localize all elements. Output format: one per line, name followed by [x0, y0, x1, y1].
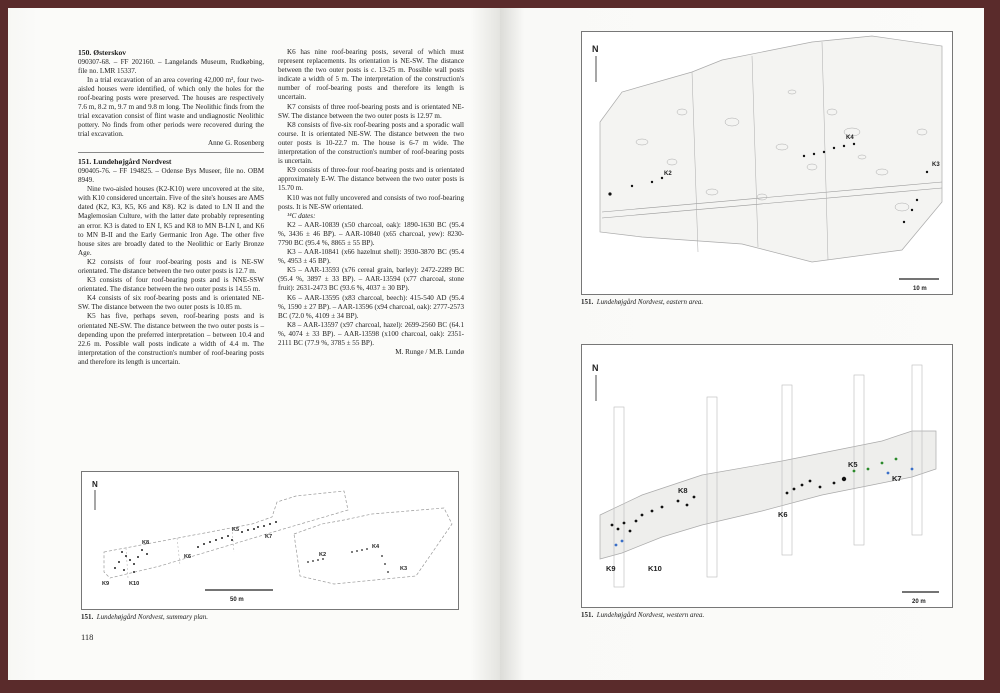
entry-151-p4: K4 consists of six roof-bearing posts and is orientated NE-SW. The distance between the two outer posts is 10.85 m.	[78, 294, 264, 312]
summary-plan-caption	[81, 613, 208, 622]
plan-label-k3: K3	[932, 162, 940, 168]
western-area-caption	[581, 611, 704, 620]
left-page	[8, 8, 500, 680]
plan-label-k2: K2	[664, 171, 672, 177]
caption-number: 151.	[581, 611, 594, 619]
north-label: N	[592, 44, 599, 54]
excavation-area	[600, 431, 936, 559]
entry-151-heading: 151. Lundehøjgård Nordvest	[78, 157, 172, 167]
entry-151-p5: K5 has five, perhaps seven, roof-bearing posts and is orientated NE-SW. The distance between the two outer posts is – depending upon the preferred interpretation – between 10.4 and 22.6 m. Possible wall posts indicate a width of 4.4 m. The interpretation of the construction's number of roof-bearing posts and therefore its length is uncertain.	[78, 312, 264, 366]
entry-151-authors: M. Runge / M.B. Lundø	[395, 348, 464, 357]
plan-label-k9: K9	[606, 564, 616, 573]
entry-150-author: Anne G. Rosenberg	[207, 139, 264, 148]
left-column-2	[278, 48, 464, 357]
eastern-area-figure	[581, 31, 953, 295]
c14-date-k3: K3 – AAR-10841 (x66 hazelnut shell): 3930-3870 BC (95.4 %, 4953 ± 45 BP).	[278, 248, 464, 266]
plan-label-k5: K5	[848, 460, 858, 469]
caption-text: Lundehøjgård Nordvest, eastern area.	[596, 298, 704, 306]
caption-text: Lundehøjgård Nordvest, summary plan.	[96, 613, 209, 621]
post-holes	[114, 521, 389, 573]
plan-label-k3: K3	[400, 566, 408, 572]
entry-150-body: In a trial excavation of an area covering 42,000 m², four two-aisled houses were identified, of which only the holes for the roof-bearing posts were preserved. The houses are respectively 7.6 m, 8.2 m, 9.7 m and 9.8 m long. The Neolithic finds from the trial excavation consist of flint waste and undiagnostic Neolithic pottery. No finds from other periods were recovered during the trial excavation.	[78, 75, 264, 139]
western-area-figure	[581, 344, 953, 608]
entry-150-ref: 090307-68. – FF 202160. – Langelands Museum, Rudkøbing, file no. LMR 15337.	[78, 57, 264, 75]
north-label: N	[592, 363, 599, 373]
caption-text: Lundehøjgård Nordvest, western area.	[596, 611, 705, 619]
left-column-1	[78, 48, 264, 367]
entry-151-ref: 090405-76. – FF 194825. – Odense Bys Museer, file no. OBM 8949.	[78, 166, 264, 185]
scale-label: 50 m	[230, 597, 244, 603]
plan-label-k7: K7	[265, 534, 273, 540]
entry-151-p1: Nine two-aisled houses (K2-K10) were uncovered at the site, with K10 considered uncertain. Five of the site's houses are AMS dated (K2, K3, K5, K6 and K8). K2 is dated to LN II and the Maglemosian Culture, with the latter date probably representing an error. K3 is dated to EN I, K5 and K8 to MN B-LN I, and K6 to MN B-II and the Early Germanic Iron Age. The other five house sites are broadly dated to the Neolithic or Early Bronze Age.	[78, 185, 264, 257]
scale-label: 20 m	[912, 599, 926, 605]
c14-date-k2: K2 – AAR-10839 (x50 charcoal, oak): 1890-1630 BC (95.4 %, 3436 ± 46 BP). – AAR-10840 (x65 charcoal, yew): 8230-7790 BC (95.4 %, 8865 ± 55 BP).	[278, 220, 464, 247]
plan-label-k4: K4	[846, 135, 854, 141]
entry-151-p10: K10 was not fully uncovered and consists of two roof-bearing posts. It is NE-SW orientated.	[278, 193, 464, 211]
excavation-outline-west	[104, 491, 348, 578]
entry-151-p7: K7 consists of three roof-bearing posts and is orientated NE-SW. The distance between the two outer posts is 12.97 m.	[278, 102, 464, 120]
western-area-svg	[582, 345, 952, 607]
plan-label-k6: K6	[184, 554, 192, 560]
trench-line	[126, 548, 128, 578]
entry-150-heading: 150. Østerskov	[78, 48, 127, 57]
right-page	[500, 8, 984, 680]
c14-date-k5: K5 – AAR-13593 (x76 cereal grain, barley): 2472-2289 BC (95.4 %, 3897 ± 33 BP). – AAR-13594 (x77 charcoal, stone fruit): 2631-2473 BC (93.6 %, 4037 ± 30 BP).	[278, 266, 464, 293]
summary-plan-svg	[82, 472, 458, 609]
scale-label: 10 m	[913, 286, 927, 292]
plan-label-k8: K8	[142, 540, 150, 546]
c14-dates-title: ¹⁴C dates:	[287, 211, 316, 220]
c14-date-k6: K6 – AAR-13595 (x83 charcoal, beech): 415-540 AD (95.4 %, 1590 ± 27 BP). – AAR-13596 (x94 charcoal, oak): 2777-2573 BC (72.0 %, 4109 ± 34 BP).	[278, 293, 464, 320]
entry-151-p6: K6 has nine roof-bearing posts, several of which must represent replacements. Its orientation is NE-SW. The distance between the two outer posts is c. 13-25 m. Possible wall posts indicate a width of 5 m. The interpretation of the construction's number of roof-bearing posts and therefore its length is uncertain.	[278, 48, 464, 102]
plan-label-k4: K4	[372, 544, 380, 550]
entry-151-p2: K2 consists of four roof-bearing posts and is NE-SW orientated. The distance between the two outer posts is 12.7 m.	[78, 257, 264, 275]
plan-label-k2: K2	[319, 552, 327, 558]
entry-151-p9: K9 consists of three-four roof-bearing posts and is orientated approximately E-W. The distance between the two outer posts is 15.70 m.	[278, 166, 464, 193]
eastern-area-svg	[582, 32, 952, 294]
eastern-area-caption	[581, 298, 703, 307]
plan-label-k10: K10	[129, 581, 140, 587]
c14-date-k8: K8 – AAR-13597 (x97 charcoal, hazel): 2699-2560 BC (64.1 %, 4074 ± 33 BP). – AAR-13598 (x100 charcoal, oak): 2351-2111 BC (77.9 %, 3785 ± 55 BP).	[278, 320, 464, 347]
excavation-area	[600, 36, 942, 262]
plan-label-k9: K9	[102, 581, 110, 587]
summary-plan-figure	[81, 471, 459, 610]
divider	[78, 152, 264, 153]
plan-label-k6: K6	[778, 510, 788, 519]
plan-label-k10: K10	[648, 564, 662, 573]
caption-number: 151.	[581, 298, 594, 306]
north-label: N	[92, 480, 98, 489]
caption-number: 151.	[81, 613, 94, 621]
page-number: 118	[81, 632, 94, 642]
plan-label-k7: K7	[892, 474, 902, 483]
entry-151-p8: K8 consists of five-six roof-bearing posts and a sporadic wall course. It is orientated NE-SW. The distance between the two outer posts is 10-22.7 m. The house is 6-7 m wide. The interpretation of the construction's number of roof-bearing posts is uncertain.	[278, 120, 464, 166]
plan-label-k8: K8	[678, 486, 688, 495]
plan-label-k5: K5	[232, 527, 240, 533]
entry-151-p3: K3 consists of four roof-bearing posts and is NNE-SSW orientated. The distance between the two outer posts is 14.55 m.	[78, 276, 264, 294]
trench-line	[177, 538, 180, 565]
